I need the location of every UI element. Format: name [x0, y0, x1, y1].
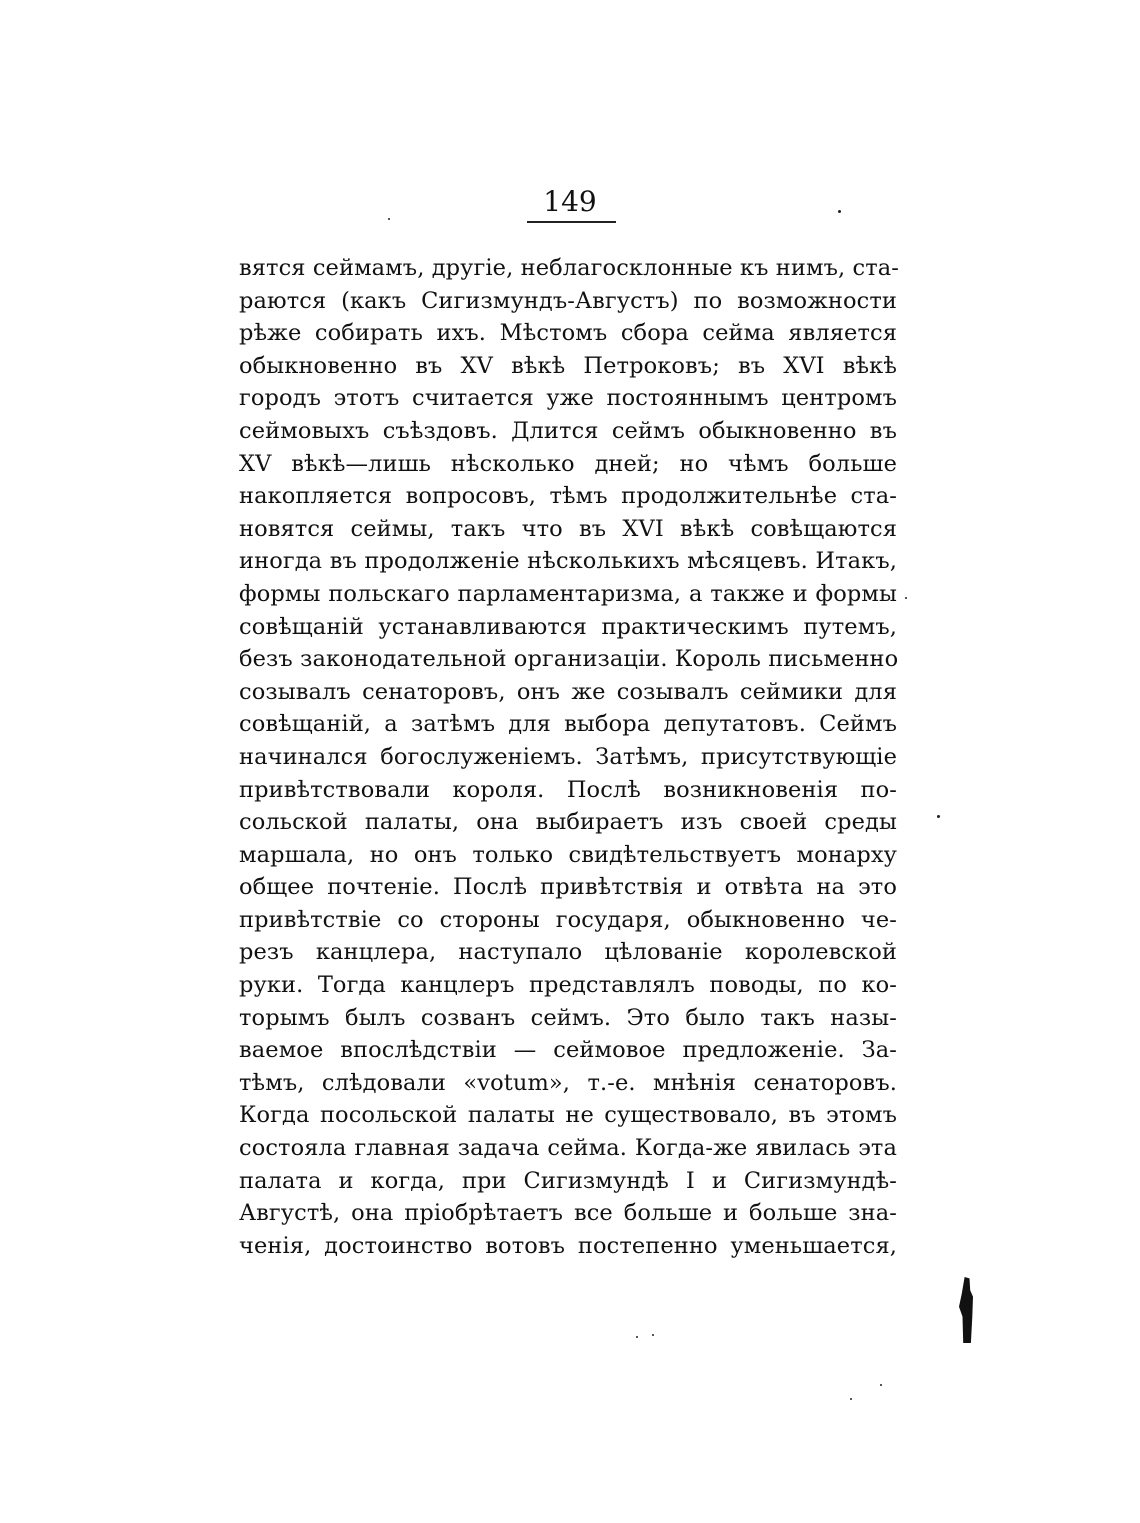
text-line: руки. Тогда канцлеръ представлялъ поводы, по ко- [239, 972, 897, 999]
text-line: рѣже собирать ихъ. Мѣстомъ сбора сейма является [239, 320, 897, 347]
scan-speck [937, 815, 940, 818]
text-line: ченія, достоинство вотовъ постепенно уменьшается, [239, 1232, 897, 1259]
scan-speck [905, 597, 907, 599]
text-line: городъ этотъ считается уже постояннымъ центромъ [239, 385, 897, 412]
text-line: совѣщаній, а затѣмъ для выбора депутатовъ. Сеймъ [239, 711, 897, 738]
scan-speck [880, 1384, 882, 1386]
text-line: сольской палаты, она выбираетъ изъ своей среды [239, 809, 897, 836]
page-number-rule [527, 221, 616, 223]
text-line: обыкновенно въ XV вѣкѣ Петроковъ; въ XVI вѣкѣ [239, 352, 897, 379]
text-line: тѣмъ, слѣдовали «votum», т.-е. мнѣнія сенаторовъ. [239, 1069, 897, 1096]
text-line: безъ законодательной организаціи. Король письменно [239, 646, 899, 673]
text-line: состояла главная задача сейма. Когда-же явилась эта [239, 1135, 897, 1162]
text-line: резъ канцлера, наступало цѣлованіе королевской [239, 939, 897, 966]
page-number: 149 [543, 185, 597, 218]
text-line: новятся сеймы, такъ что въ XVI вѣкѣ совѣщаются [239, 515, 897, 542]
text-line: иногда въ продолженіе нѣсколькихъ мѣсяцевъ. Итакъ, [239, 548, 897, 575]
text-line: сеймовыхъ съѣздовъ. Длится сеймъ обыкновенно въ [239, 417, 897, 444]
text-line: созывалъ сенаторовъ, онъ же созывалъ сеймики для [239, 678, 897, 705]
text-line: накопляется вопросовъ, тѣмъ продолжительнѣе ста- [239, 483, 897, 510]
body-text [239, 252, 897, 1262]
scan-speck [388, 218, 390, 220]
text-line: ваемое впослѣдствіи — сеймовое предложеніе. За- [239, 1037, 897, 1064]
text-line: торымъ былъ созванъ сеймъ. Это было такъ назы- [239, 1004, 897, 1031]
scan-speck [850, 1398, 852, 1400]
text-line: начинался богослуженіемъ. Затѣмъ, присутствующіе [239, 743, 897, 770]
text-line: формы польскаго парламентаризма, а также и формы [239, 580, 897, 607]
scan-speck [838, 210, 841, 213]
text-line: Когда посольской палаты не существовало, въ этомъ [239, 1102, 897, 1129]
text-line: палата и когда, при Сигизмундѣ I и Сигизмундѣ- [239, 1167, 897, 1194]
text-line: Августѣ, она пріобрѣтаетъ все больше и больше зна- [239, 1200, 897, 1227]
scan-speck [652, 1334, 654, 1336]
text-line: общее почтеніе. Послѣ привѣтствія и отвѣта на это [239, 874, 897, 901]
text-line: маршала, но онъ только свидѣтельствуетъ монарху [239, 841, 897, 868]
text-line: вятся сеймамъ, другіе, неблагосклонные къ нимъ, ста- [239, 255, 899, 281]
scan-speck [636, 1336, 638, 1338]
text-line: привѣтствовали короля. Послѣ возникновенія по- [239, 776, 897, 803]
text-line: раются (какъ Сигизмундъ-Августъ) по возможности [239, 287, 897, 314]
text-line: совѣщаній устанавливаются практическимъ путемъ, [239, 613, 897, 640]
text-line: привѣтствіе со стороны государя, обыкновенно че- [239, 906, 897, 933]
text-line: XV вѣкѣ—лишь нѣсколько дней; но чѣмъ больше [239, 450, 897, 477]
scan-edge-mark [959, 1277, 973, 1343]
